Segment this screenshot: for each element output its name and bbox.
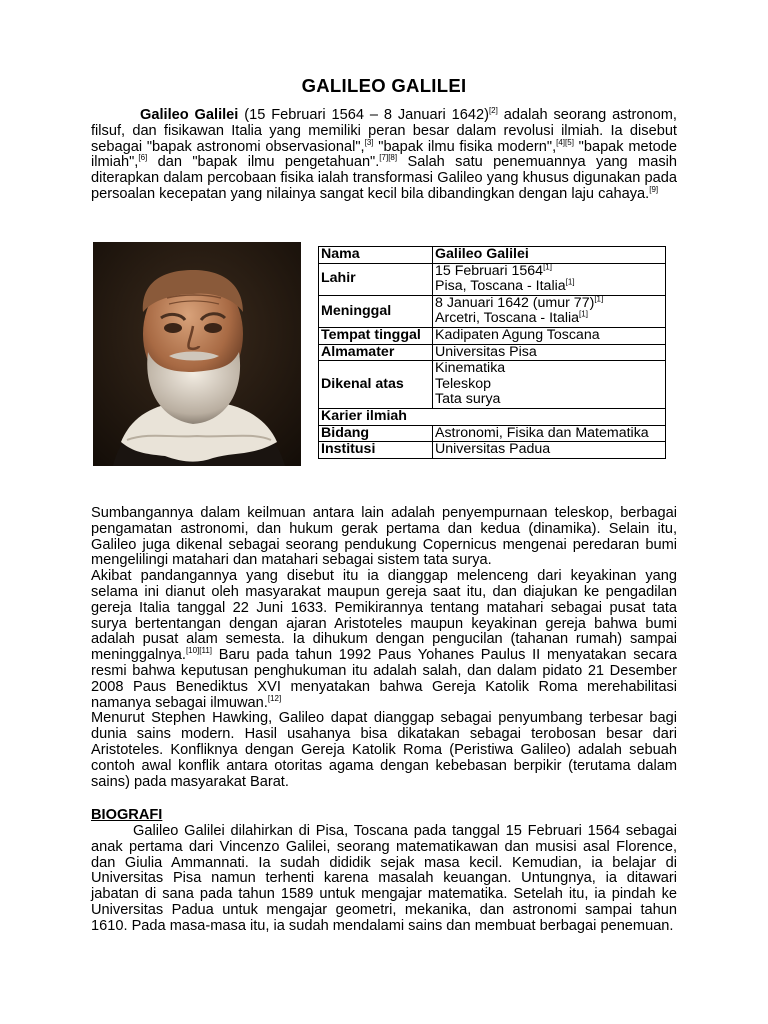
- galileo-portrait: [93, 242, 301, 466]
- info-value: Universitas Padua: [433, 442, 666, 459]
- citation-ref[interactable]: [7][8]: [379, 153, 398, 163]
- birth-place: [435, 279, 663, 295]
- death-place: [435, 311, 663, 327]
- citation-ref[interactable]: [1]: [565, 277, 575, 287]
- info-label: Institusi: [319, 442, 433, 459]
- info-row-tempat-tinggal: [319, 327, 666, 344]
- known-for-item: Tata surya: [435, 391, 501, 408]
- info-value: Galileo Galilei: [433, 247, 666, 264]
- info-value: [433, 295, 666, 327]
- citation-ref[interactable]: [9]: [649, 185, 659, 195]
- info-row-meninggal: [319, 295, 666, 327]
- info-table: [318, 246, 666, 459]
- body-paragraph: Menurut Stephen Hawking, Galileo dapat dianggap sebagai penyumbang terbesar bagi dunia sains modern. Hasil usahanya bisa dikatakan sebagai terobosan besar dari Aristoteles. Konfliknya dengan Gereja Katolik Roma (Peristiwa Galileo) adalah sebuah contoh awal konflik antara otoritas agama dengan kebebasan berpikir (terutama dalam sains) pada masyarakat Barat.: [91, 710, 677, 790]
- intro-paragraph: [91, 108, 677, 203]
- info-label: Lahir: [319, 263, 433, 295]
- info-value: Universitas Pisa: [433, 344, 666, 361]
- info-row-institusi: [319, 442, 666, 459]
- birth-date: [435, 261, 663, 280]
- body-text-run: Akibat pandangannya yang disebut itu ia dianggap melenceng dari keyakinan yang selama ini dianut oleh masyarakat maupun gereja saat itu, dan diajukan ke pengadilan gereja Italia tanggal 22 Juni 1633. Pemikirannya tentang matahari sebagai pusat tata surya bertentangan dengan ajaran Aristoteles maupun keyakinan gereja bahwa bumi adalah pusat alam semesta. Ia dihukum dengan pengucilan (tahanan rumah) sampai meninggalnya.: [91, 568, 677, 664]
- biografi-heading: BIOGRAFI: [91, 807, 163, 823]
- citation-ref[interactable]: [2]: [488, 106, 498, 116]
- intro-text: "bapak metode ilmiah",: [91, 138, 678, 171]
- info-label: Bidang: [319, 425, 433, 442]
- citation-ref[interactable]: [12]: [267, 693, 282, 703]
- known-for-item: Kinematika: [435, 360, 506, 377]
- info-row-lahir: [319, 263, 666, 295]
- biografi-paragraph: [91, 824, 677, 935]
- death-place-text: Arcetri, Toscana - Italia: [435, 310, 580, 327]
- info-label: Dikenal atas: [319, 361, 433, 409]
- page-title: GALILEO GALILEI: [301, 75, 467, 96]
- birth-date-text: 15 Februari 1564: [435, 262, 544, 279]
- info-row-karier: [319, 408, 666, 425]
- body-paragraph: Sumbangannya dalam keilmuan antara lain adalah penyempurnaan teleskop, berbagai pengamatan astronomi, dan hukum gerak pertama dan kedua (dinamika). Selain itu, Galileo juga dikenal sebagai seorang pendukung Copernicus mengenai peredaran bumi mengelilingi matahari dan matahari sebagai sistem tata surya.: [91, 505, 677, 569]
- death-date-text: 8 Januari 1642 (umur 77): [435, 294, 595, 311]
- info-value: [433, 361, 666, 409]
- citation-ref[interactable]: [10][11]: [185, 646, 213, 656]
- info-row-nama: [319, 247, 666, 264]
- info-value: [433, 263, 666, 295]
- citation-ref[interactable]: [3]: [364, 137, 374, 147]
- body-text: [91, 506, 677, 790]
- body-paragraph: [91, 569, 677, 711]
- subject-name: Galileo Galilei: [140, 107, 239, 123]
- intro-text: dan "bapak ilmu pengetahuan".: [147, 154, 380, 171]
- citation-ref[interactable]: [1]: [579, 309, 588, 319]
- citation-ref[interactable]: [4][5]: [556, 137, 574, 147]
- intro-text: Salah satu penemuannya yang masih diterapkan dalam percobaan fisika ialah transformasi Galileo yang khusus digunakan pada persoalan kecepatan yang nilainya sangat kecil bila dibandingkan dengan laju cahaya.: [91, 154, 677, 202]
- info-value: Astronomi, Fisika dan Matematika: [433, 425, 666, 442]
- citation-ref[interactable]: [1]: [594, 294, 604, 304]
- intro-text: (15 Februari 1564 – 8 Januari 1642): [238, 107, 489, 123]
- intro-text: adalah seorang astronom, filsuf, dan fisikawan Italia yang memiliki peran besar dalam revolusi ilmiah. Ia disebut sebagai "bapak astronomi observasional",: [91, 107, 677, 155]
- info-label: Almamater: [319, 344, 433, 361]
- biografi-text: Galileo Galilei dilahirkan di Pisa, Toscana pada tanggal 15 Februari 1564 sebagai anak pertama dari Vincenzo Galilei, seorang matematikawan dan musisi asal Florence, dan Giulia Ammannati. Ia sudah dididik sejak masa kecil. Kemudian, ia belajar di Universitas Pisa namun terhenti karena masalah keuangan. Untungnya, ia ditawari jabatan di sana pada tahun 1589 untuk mengajar matematika. Setelah itu, ia pindah ke Universitas Padua untuk mengajar geometri, mekanika, dan astronomi sampai tahun 1610. Pada masa-masa itu, ia sudah mendalami sains dan membuat berbagai penemuan.: [91, 823, 677, 934]
- intro-text: "bapak ilmu fisika modern",: [373, 138, 557, 155]
- info-value: Kadipaten Agung Toscana: [433, 327, 666, 344]
- known-for-item: Teleskop: [435, 375, 491, 392]
- citation-ref[interactable]: [6]: [138, 153, 148, 163]
- citation-ref[interactable]: [1]: [543, 261, 552, 271]
- info-label: Meninggal: [319, 295, 433, 327]
- info-label: Tempat tinggal: [319, 327, 433, 344]
- info-label: Nama: [319, 247, 433, 264]
- info-row-bidang: [319, 425, 666, 442]
- info-row-almamater: [319, 344, 666, 361]
- body-text-run: Baru pada tahun 1992 Paus Yohanes Paulus II menyatakan secara resmi bahwa keputusan penghukuman itu adalah salah, dan dalam pidato 21 Desember 2008 Paus Benediktus XVI menyatakan bahwa Gereja Katolik Roma merehabilitasi namanya sebagai ilmuwan.: [91, 647, 677, 711]
- info-row-dikenal-atas: [319, 361, 666, 409]
- birth-place-text: Pisa, Toscana - Italia: [435, 278, 566, 295]
- info-section-label: Karier ilmiah: [319, 408, 666, 425]
